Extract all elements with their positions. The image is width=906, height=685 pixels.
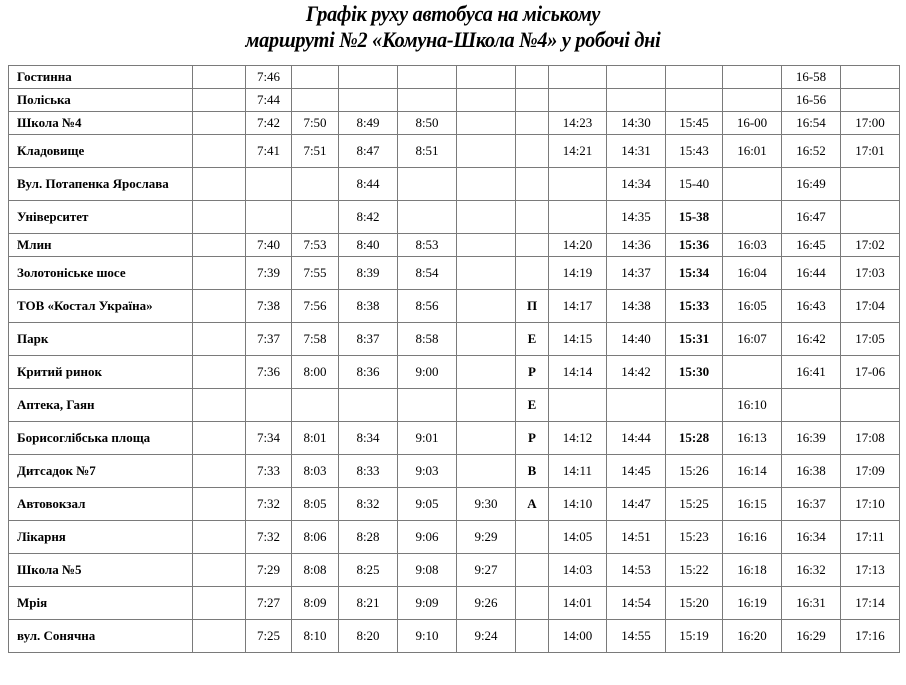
- time-cell: 14:01: [549, 587, 607, 620]
- time-cell: [193, 201, 246, 234]
- time-cell: [457, 257, 516, 290]
- time-cell: 16-00: [723, 112, 782, 135]
- time-cell: 14:17: [549, 290, 607, 323]
- table-row: [9, 323, 900, 356]
- time-cell: [398, 168, 457, 201]
- time-cell: 15:20: [666, 587, 723, 620]
- time-cell: [193, 168, 246, 201]
- time-cell: 7:29: [246, 554, 292, 587]
- table-row: [9, 554, 900, 587]
- time-cell: 16:10: [723, 389, 782, 422]
- time-cell: 7:32: [246, 488, 292, 521]
- time-cell: 7:44: [246, 89, 292, 112]
- time-cell: 9:09: [398, 587, 457, 620]
- break-letter-cell: А: [516, 488, 549, 521]
- title-line-2: маршруті №2 «Комуна-Школа №4» у робочі дні: [245, 27, 661, 52]
- time-cell: 14:51: [607, 521, 666, 554]
- time-cell: 15:34: [666, 257, 723, 290]
- time-cell: 9:08: [398, 554, 457, 587]
- time-cell: 17:08: [841, 422, 900, 455]
- stop-name: Школа №5: [9, 554, 193, 587]
- time-cell: 14:05: [549, 521, 607, 554]
- stop-name: Парк: [9, 323, 193, 356]
- break-letter-cell: П: [516, 290, 549, 323]
- time-cell: 8:36: [339, 356, 398, 389]
- table-row: [9, 66, 900, 89]
- table-row: [9, 89, 900, 112]
- time-cell: 14:34: [607, 168, 666, 201]
- time-cell: 14:44: [607, 422, 666, 455]
- time-cell: 14:40: [607, 323, 666, 356]
- time-cell: [398, 66, 457, 89]
- time-cell: [457, 201, 516, 234]
- time-cell: 7:39: [246, 257, 292, 290]
- time-cell: 7:42: [246, 112, 292, 135]
- time-cell: 15:31: [666, 323, 723, 356]
- time-cell: 17:03: [841, 257, 900, 290]
- table-row: [9, 290, 900, 323]
- time-cell: [723, 89, 782, 112]
- time-cell: [607, 66, 666, 89]
- time-cell: 8:08: [292, 554, 339, 587]
- time-cell: [457, 290, 516, 323]
- time-cell: 17:05: [841, 323, 900, 356]
- time-cell: 8:01: [292, 422, 339, 455]
- break-letter-cell: [516, 234, 549, 257]
- time-cell: [457, 455, 516, 488]
- time-cell: [841, 66, 900, 89]
- time-cell: 8:54: [398, 257, 457, 290]
- time-cell: [292, 66, 339, 89]
- time-cell: 16:42: [782, 323, 841, 356]
- time-cell: [782, 389, 841, 422]
- time-cell: 8:20: [339, 620, 398, 653]
- time-cell: 8:38: [339, 290, 398, 323]
- time-cell: 9:03: [398, 455, 457, 488]
- time-cell: [246, 389, 292, 422]
- time-cell: 14:54: [607, 587, 666, 620]
- time-cell: 16:01: [723, 135, 782, 168]
- time-cell: 14:37: [607, 257, 666, 290]
- time-cell: [457, 323, 516, 356]
- time-cell: [193, 323, 246, 356]
- schedule-body: [9, 66, 900, 653]
- time-cell: [193, 521, 246, 554]
- time-cell: [723, 168, 782, 201]
- time-cell: 16-56: [782, 89, 841, 112]
- time-cell: 8:28: [339, 521, 398, 554]
- stop-name: Кладовище: [9, 135, 193, 168]
- time-cell: 16:38: [782, 455, 841, 488]
- time-cell: [339, 66, 398, 89]
- time-cell: 16:14: [723, 455, 782, 488]
- time-cell: 16:47: [782, 201, 841, 234]
- time-cell: 8:21: [339, 587, 398, 620]
- time-cell: 8:44: [339, 168, 398, 201]
- time-cell: 7:32: [246, 521, 292, 554]
- time-cell: [841, 89, 900, 112]
- time-cell: 15:43: [666, 135, 723, 168]
- time-cell: [193, 554, 246, 587]
- time-cell: 14:21: [549, 135, 607, 168]
- table-row: [9, 234, 900, 257]
- time-cell: [246, 168, 292, 201]
- time-cell: 8:00: [292, 356, 339, 389]
- table-row: [9, 620, 900, 653]
- time-cell: 8:37: [339, 323, 398, 356]
- time-cell: [549, 201, 607, 234]
- time-cell: 7:25: [246, 620, 292, 653]
- time-cell: 17:04: [841, 290, 900, 323]
- time-cell: 16:29: [782, 620, 841, 653]
- time-cell: 7:41: [246, 135, 292, 168]
- schedule-table: [8, 65, 900, 653]
- time-cell: [193, 112, 246, 135]
- time-cell: [292, 89, 339, 112]
- time-cell: [666, 389, 723, 422]
- table-row: [9, 455, 900, 488]
- time-cell: [193, 89, 246, 112]
- time-cell: 17:01: [841, 135, 900, 168]
- time-cell: 14:35: [607, 201, 666, 234]
- break-letter-cell: Е: [516, 389, 549, 422]
- time-cell: [549, 389, 607, 422]
- stop-name: Гостинна: [9, 66, 193, 89]
- time-cell: [193, 488, 246, 521]
- table-row: [9, 422, 900, 455]
- stop-name: ТОВ «Костал Україна»: [9, 290, 193, 323]
- time-cell: [398, 389, 457, 422]
- time-cell: [193, 66, 246, 89]
- time-cell: 16:54: [782, 112, 841, 135]
- stop-name: Мрія: [9, 587, 193, 620]
- time-cell: 8:51: [398, 135, 457, 168]
- time-cell: 14:23: [549, 112, 607, 135]
- stop-name: Золотоніське шосе: [9, 257, 193, 290]
- break-letter-cell: [516, 201, 549, 234]
- time-cell: 8:42: [339, 201, 398, 234]
- time-cell: 14:11: [549, 455, 607, 488]
- time-cell: 8:06: [292, 521, 339, 554]
- break-letter-cell: [516, 135, 549, 168]
- time-cell: [549, 89, 607, 112]
- table-row: [9, 587, 900, 620]
- time-cell: 15:25: [666, 488, 723, 521]
- stop-name: Борисоглібська площа: [9, 422, 193, 455]
- table-row: [9, 201, 900, 234]
- time-cell: 14:14: [549, 356, 607, 389]
- time-cell: [841, 201, 900, 234]
- stop-name: Університет: [9, 201, 193, 234]
- table-row: [9, 389, 900, 422]
- time-cell: 14:55: [607, 620, 666, 653]
- time-cell: 8:25: [339, 554, 398, 587]
- table-row: [9, 257, 900, 290]
- time-cell: 7:51: [292, 135, 339, 168]
- stop-name: Автовокзал: [9, 488, 193, 521]
- time-cell: 9:29: [457, 521, 516, 554]
- time-cell: 7:34: [246, 422, 292, 455]
- time-cell: 14:45: [607, 455, 666, 488]
- break-letter-cell: [516, 521, 549, 554]
- time-cell: 16:41: [782, 356, 841, 389]
- time-cell: 17:10: [841, 488, 900, 521]
- time-cell: 14:36: [607, 234, 666, 257]
- stop-name: Аптека, Гаян: [9, 389, 193, 422]
- time-cell: 8:39: [339, 257, 398, 290]
- time-cell: [723, 66, 782, 89]
- time-cell: 16:13: [723, 422, 782, 455]
- time-cell: [193, 234, 246, 257]
- time-cell: [193, 290, 246, 323]
- time-cell: 15-40: [666, 168, 723, 201]
- time-cell: 7:58: [292, 323, 339, 356]
- time-cell: 15:26: [666, 455, 723, 488]
- time-cell: 16:45: [782, 234, 841, 257]
- time-cell: 7:38: [246, 290, 292, 323]
- time-cell: [457, 234, 516, 257]
- stop-name: вул. Сонячна: [9, 620, 193, 653]
- time-cell: 14:47: [607, 488, 666, 521]
- table-row: [9, 488, 900, 521]
- time-cell: 14:03: [549, 554, 607, 587]
- time-cell: [723, 201, 782, 234]
- time-cell: 9:01: [398, 422, 457, 455]
- break-letter-cell: [516, 257, 549, 290]
- time-cell: 16:31: [782, 587, 841, 620]
- time-cell: 17:14: [841, 587, 900, 620]
- time-cell: 17:11: [841, 521, 900, 554]
- time-cell: 7:46: [246, 66, 292, 89]
- time-cell: 8:58: [398, 323, 457, 356]
- stop-name: Школа №4: [9, 112, 193, 135]
- time-cell: [292, 389, 339, 422]
- time-cell: [457, 89, 516, 112]
- time-cell: 7:36: [246, 356, 292, 389]
- time-cell: 8:40: [339, 234, 398, 257]
- time-cell: [457, 168, 516, 201]
- time-cell: 17:13: [841, 554, 900, 587]
- time-cell: 14:10: [549, 488, 607, 521]
- time-cell: 16:19: [723, 587, 782, 620]
- time-cell: [398, 201, 457, 234]
- time-cell: 8:56: [398, 290, 457, 323]
- time-cell: 15:22: [666, 554, 723, 587]
- time-cell: 9:06: [398, 521, 457, 554]
- time-cell: [841, 168, 900, 201]
- break-letter-cell: [516, 89, 549, 112]
- time-cell: 16:34: [782, 521, 841, 554]
- break-letter-cell: [516, 66, 549, 89]
- time-cell: 15:30: [666, 356, 723, 389]
- time-cell: [457, 135, 516, 168]
- time-cell: 14:00: [549, 620, 607, 653]
- time-cell: 8:33: [339, 455, 398, 488]
- time-cell: 7:55: [292, 257, 339, 290]
- time-cell: 16:39: [782, 422, 841, 455]
- time-cell: 8:32: [339, 488, 398, 521]
- time-cell: 14:31: [607, 135, 666, 168]
- title-line-1: Графік руху автобуса на міському: [305, 1, 601, 26]
- time-cell: [607, 89, 666, 112]
- break-letter-cell: [516, 554, 549, 587]
- time-cell: [841, 389, 900, 422]
- time-cell: [457, 66, 516, 89]
- time-cell: 8:09: [292, 587, 339, 620]
- time-cell: 15:36: [666, 234, 723, 257]
- time-cell: [457, 356, 516, 389]
- break-letter-cell: [516, 112, 549, 135]
- time-cell: 9:30: [457, 488, 516, 521]
- time-cell: 16:37: [782, 488, 841, 521]
- time-cell: 16:49: [782, 168, 841, 201]
- time-cell: 8:05: [292, 488, 339, 521]
- time-cell: 8:03: [292, 455, 339, 488]
- time-cell: 9:10: [398, 620, 457, 653]
- time-cell: [193, 455, 246, 488]
- break-letter-cell: Е: [516, 323, 549, 356]
- time-cell: 8:50: [398, 112, 457, 135]
- time-cell: 15-38: [666, 201, 723, 234]
- time-cell: 8:34: [339, 422, 398, 455]
- time-cell: [666, 89, 723, 112]
- stop-name: Дитсадок №7: [9, 455, 193, 488]
- time-cell: 7:56: [292, 290, 339, 323]
- time-cell: 9:05: [398, 488, 457, 521]
- time-cell: 14:15: [549, 323, 607, 356]
- table-row: [9, 112, 900, 135]
- time-cell: 17:16: [841, 620, 900, 653]
- time-cell: [457, 389, 516, 422]
- time-cell: [292, 168, 339, 201]
- time-cell: 16:04: [723, 257, 782, 290]
- time-cell: 16-58: [782, 66, 841, 89]
- time-cell: [193, 620, 246, 653]
- time-cell: 8:53: [398, 234, 457, 257]
- time-cell: [549, 168, 607, 201]
- break-letter-cell: Р: [516, 422, 549, 455]
- time-cell: [549, 66, 607, 89]
- time-cell: [339, 389, 398, 422]
- time-cell: 9:24: [457, 620, 516, 653]
- time-cell: 17:00: [841, 112, 900, 135]
- stop-name: Вул. Потапенка Ярослава: [9, 168, 193, 201]
- time-cell: [666, 66, 723, 89]
- time-cell: [398, 89, 457, 112]
- time-cell: [193, 356, 246, 389]
- stop-name: Поліська: [9, 89, 193, 112]
- time-cell: 14:42: [607, 356, 666, 389]
- time-cell: 16:32: [782, 554, 841, 587]
- time-cell: [723, 356, 782, 389]
- time-cell: 16:07: [723, 323, 782, 356]
- time-cell: 7:27: [246, 587, 292, 620]
- time-cell: 14:20: [549, 234, 607, 257]
- time-cell: 15:45: [666, 112, 723, 135]
- time-cell: 16:20: [723, 620, 782, 653]
- time-cell: [292, 201, 339, 234]
- table-row: [9, 135, 900, 168]
- time-cell: [457, 112, 516, 135]
- break-letter-cell: [516, 620, 549, 653]
- time-cell: 16:16: [723, 521, 782, 554]
- time-cell: [193, 257, 246, 290]
- time-cell: 8:10: [292, 620, 339, 653]
- break-letter-cell: Р: [516, 356, 549, 389]
- time-cell: 16:18: [723, 554, 782, 587]
- time-cell: 16:05: [723, 290, 782, 323]
- time-cell: 8:47: [339, 135, 398, 168]
- time-cell: 17:02: [841, 234, 900, 257]
- time-cell: [457, 422, 516, 455]
- time-cell: 9:26: [457, 587, 516, 620]
- time-cell: 16:03: [723, 234, 782, 257]
- stop-name: Млин: [9, 234, 193, 257]
- time-cell: 9:00: [398, 356, 457, 389]
- time-cell: 16:15: [723, 488, 782, 521]
- time-cell: 7:37: [246, 323, 292, 356]
- time-cell: 7:40: [246, 234, 292, 257]
- table-row: [9, 356, 900, 389]
- time-cell: 14:19: [549, 257, 607, 290]
- time-cell: 7:33: [246, 455, 292, 488]
- time-cell: 15:19: [666, 620, 723, 653]
- time-cell: 15:33: [666, 290, 723, 323]
- stop-name: Лікарня: [9, 521, 193, 554]
- time-cell: [607, 389, 666, 422]
- time-cell: [193, 422, 246, 455]
- time-cell: 8:49: [339, 112, 398, 135]
- time-cell: 15:28: [666, 422, 723, 455]
- time-cell: 17:09: [841, 455, 900, 488]
- time-cell: 7:53: [292, 234, 339, 257]
- table-row: [9, 521, 900, 554]
- time-cell: 14:53: [607, 554, 666, 587]
- break-letter-cell: В: [516, 455, 549, 488]
- break-letter-cell: [516, 587, 549, 620]
- time-cell: [193, 587, 246, 620]
- time-cell: 9:27: [457, 554, 516, 587]
- break-letter-cell: [516, 168, 549, 201]
- time-cell: 14:12: [549, 422, 607, 455]
- time-cell: 17-06: [841, 356, 900, 389]
- table-row: [9, 168, 900, 201]
- time-cell: 14:38: [607, 290, 666, 323]
- time-cell: [339, 89, 398, 112]
- time-cell: 16:44: [782, 257, 841, 290]
- time-cell: [246, 201, 292, 234]
- time-cell: [193, 135, 246, 168]
- time-cell: 7:50: [292, 112, 339, 135]
- stop-name: Критий ринок: [9, 356, 193, 389]
- time-cell: 15:23: [666, 521, 723, 554]
- time-cell: 16:52: [782, 135, 841, 168]
- time-cell: [193, 389, 246, 422]
- time-cell: 16:43: [782, 290, 841, 323]
- time-cell: 14:30: [607, 112, 666, 135]
